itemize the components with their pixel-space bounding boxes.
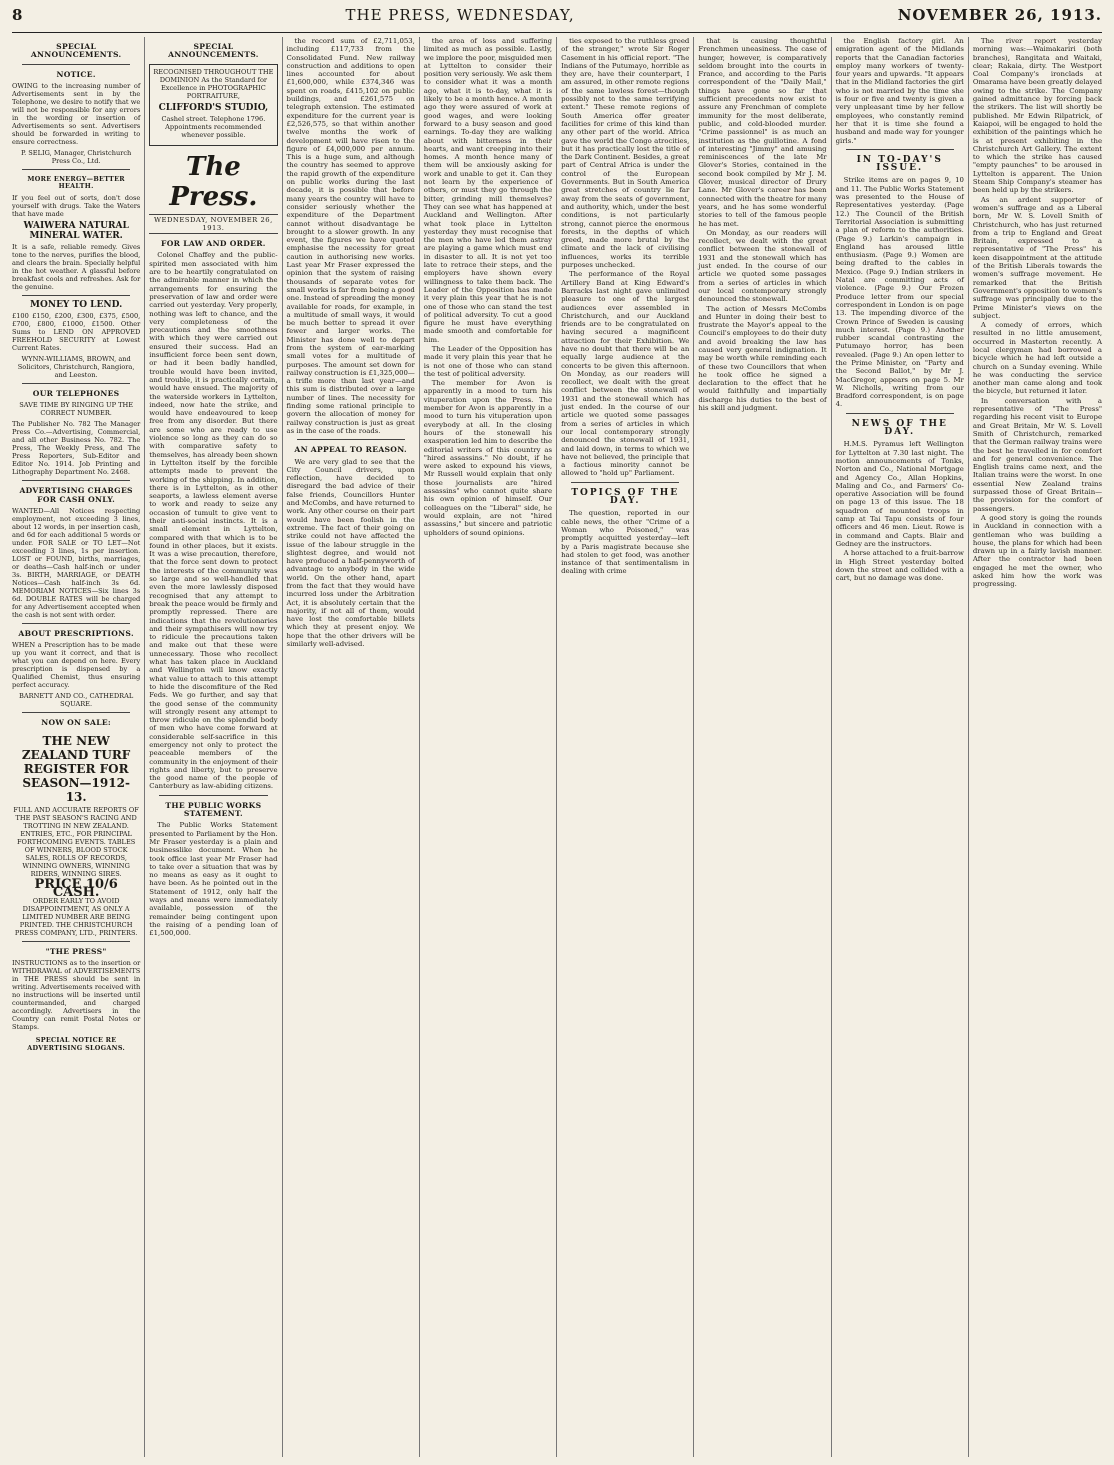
notice-body: OWING to the increasing number of Advertisements sent in by the Telephone, we desire to notify that we will not be responsible for any errors in the wording or insertion of Advertisements so sent. Advertisers should be forwarded in writing to ensure correctness. bbox=[12, 81, 141, 146]
newspaper-flag: The Press. bbox=[169, 151, 258, 212]
divider bbox=[846, 413, 954, 414]
divider bbox=[22, 712, 130, 713]
divider bbox=[22, 383, 130, 384]
divider bbox=[22, 941, 130, 942]
special-notice: SPECIAL NOTICE RE ADVERTISING SLOGANS. bbox=[27, 1036, 126, 1053]
notice-sign: P. SELIG, Manager, Christchurch Press Co., Ltd. bbox=[20, 148, 132, 165]
news-of-the-day-title: NEWS OF THE DAY. bbox=[851, 418, 948, 438]
masthead bbox=[12, 6, 1102, 33]
money-sign: WYNN-WILLIAMS, BROWN, and Solicitors, Christchurch, Rangiora, and Leeston. bbox=[17, 355, 135, 380]
waiwera-title: WAIWERA NATURAL MINERAL WATER. bbox=[23, 221, 129, 242]
appeal-body: We are very glad to see that the City Council drivers, upon reflection, have decided to disregard the bad advice of their false friends, Councillors Hunter and McCombs, and have returned to work. Any other course on their part would have been foolish in the extreme. The fact of their going on strike could not have affected the issue of the labour struggle in the slightest degree, and would not have produced a half-pennyworth of advantage to anybody in the wide world. On the other hand, apart from the fact that they would have incurred loss under the Arbitration Act, it is absolutely certain that the majority, if not all of them, would have lost the comfortable billets which they at present enjoy. We hope that the other drivers will be similarly well-advised. bbox=[286, 457, 415, 649]
clifford-name: CLIFFORD'S STUDIO, bbox=[158, 102, 269, 113]
article-body: A comedy of errors, which resulted in no little amusement, occurred in Masterton recently. A local clergyman had borrowed a bicycle which he had left outside a church on a Sunday evening. While he was conducting the service another man came along and took the bicycle, but returned it later. bbox=[972, 321, 1103, 396]
prescriptions-sign: BARNETT AND CO., CATHEDRAL SQUARE. bbox=[19, 692, 134, 709]
section-heading: SPECIAL ANNOUNCEMENTS. bbox=[168, 42, 259, 60]
article-body: that is causing thoughtful Frenchmen uneasiness. The case of hunger, however, is comparatively seldom brought into the courts in France, and according to the Paris correspondent of the "Daily Mail," things have gone so far that sufficient precedents now exist to assure any Frenchman of complete immunity for the most deliberate, public, and cold-blooded murder. "Crime passionnel" is as much an institution as the guillotine. A fond of interesting "Jimmy" and amusing reminiscences of the late Mr Glover's Stories, contained in the second book compiled by Mr J. M. Glover, musical director of Drury Lane. Mr Glover's career has been connected with the theatre for many years, and he has some wonderful stories to tell of the famous people he has met. bbox=[698, 37, 827, 228]
telephones-title: OUR TELEPHONES bbox=[32, 389, 120, 399]
columns bbox=[8, 37, 1106, 1457]
page-number: 8 bbox=[12, 6, 23, 24]
more-energy-body: If you feel out of sorts, don't dose yourself with drugs. Take the Waters that have made bbox=[12, 194, 141, 219]
divider bbox=[22, 480, 130, 481]
article-body: The action of Messrs McCombs and Hunter in doing their best to frustrate the Mayor's appeal to the Council's employees to do their duty and avoid breaking the law has caused very general indignation. It may be worth while reminding each of these two Councillors that when he took office he signed a declaration to the effect that he would faithfully and impartially discharge his duties to the best of his skill and judgment. bbox=[698, 304, 827, 413]
more-energy-heading: MORE ENERGY—BETTER HEALTH. bbox=[27, 174, 125, 191]
column-4 bbox=[420, 37, 557, 1457]
article-body: The member for Avon is apparently in a mood to turn his vituperation upon the Press. The member for Avon is apparently in a mood to turn his vituperation upon everybody at all. In the closing hours of the stonewall his exasperation led him to describe the editorial writers of this country as "hired assassins." No doubt, if he were asked to expound his views, Mr Russell would explain that only those journalists are "hired assassins" who cannot quite share his own opinion of himself. Our colleagues on the "Liberal" side, he would explain, are not "hired assassins," but sincere and patriotic upholders of sound opinions. bbox=[423, 379, 553, 537]
topics-title: TOPICS OF THE DAY. bbox=[571, 487, 680, 507]
turf-register-title: THE NEW ZEALAND TURF REGISTER FOR SEASON—1912-13. bbox=[21, 733, 131, 804]
clifford-lead: RECOGNISED THROUGHOUT THE DOMINION As the Standard for Excellence in PHOTOGRAPHIC PORTRAITURE, bbox=[153, 67, 274, 100]
article-body: A good story is going the rounds in Auckland in connection with a gentleman who was building a house, the plans for which had been drawn up in a fairly lavish manner. After the contractor had been engaged he met the owner, who asked him how the work was progressing. bbox=[972, 513, 1103, 589]
telephones-sub: SAVE TIME BY RINGING UP THE CORRECT NUMBER. bbox=[19, 401, 134, 418]
article-body: the area of loss and suffering limited as much as possible. Lastly, we implore the poor, misguided men at Lyttelton to consider their position very seriously. We ask them to consider what it was a month ago, what it is to-day, what it is likely to be a month hence. A month ago they were assured of work at good wages, and were looking forward to a busy season and good earnings. To-day they are walking about with bitterness in their hearts, and want creeping into their homes. A month hence many of them will be anxiously asking for work and unable to get it. Can they not learn by the experience of others, or must they go through the bitter, grinding mill themselves? They can see what has happened at Auckland and Wellington. After what took place in Lyttelton yesterday they must recognise that the men who have led them astray are playing a game which must end in disaster to all. It is not yet too late to retrace their steps, and the employers have shown every willingness to take them back. The Leader of the Opposition has made it very plain this year that he is not one of those who can stand the test of political adversity. To cut a good figure he must have everything made smooth and comfortable for him. bbox=[423, 37, 553, 344]
article-body: The Leader of the Opposition has made it very plain this year that he is not one of those who can stand the test of political adversity. bbox=[423, 344, 553, 378]
column-5 bbox=[557, 37, 694, 1457]
column-7 bbox=[832, 37, 969, 1457]
money-body: £100 £150, £200, £300, £375, £500, £700, £800, £1000, £1500. Other Sums to LEND ON APPROVED FREEHOLD SECURITY at Lowest Current Rates. bbox=[12, 312, 141, 353]
article-body: A horse attached to a fruit-barrow in High Street yesterday bolted down the street and collided with a cart, but no damage was done. bbox=[835, 549, 964, 583]
divider bbox=[571, 482, 679, 483]
column-2 bbox=[145, 37, 282, 1457]
divider bbox=[846, 149, 954, 150]
on-sale: NOW ON SALE: bbox=[41, 718, 112, 728]
column-1 bbox=[8, 37, 145, 1457]
notice-title: NOTICE. bbox=[56, 69, 96, 79]
turf-register-price: PRICE 10/6 CASH. bbox=[34, 876, 118, 900]
article-body: The performance of the Royal Artillery Band at King Edward's Barracks last night gave unlimited pleasure to one of the largest audiences ever assembled in Christchurch, and our Auckland friends are to be congratulated on having secured a magnificent attraction for their Exhibition. We have no doubt that there will be an equally large audience at the concerts to be given this afternoon. On Monday, as our readers will recollect, we dealt with the great conflict between the stonewall of 1931 and the stonewall which has just ended. In the course of our article we quoted some passages from a series of articles in which our local contemporary strongly denounced the stonewall of 1931, and laid down, in terms to which we have not believed, the principle that a factious minority cannot be allowed to "hold up" Parliament. bbox=[561, 270, 690, 478]
divider bbox=[22, 623, 130, 624]
topics-body: The question, reported in our cable news, the other "Crime of a Woman who Poisoned," was promptly acquitted yesterday—left by a Paris magistrate because she had stolen to get food, was another instance of that sentimentalism in dealing with crime bbox=[561, 509, 690, 576]
article-body: In conversation with a representative of "The Press" regarding his recent visit to Europe and Great Britain, Mr W. S. Lovell Smith of Christchurch, remarked that the German railway trains were the best he travelled in for comfort and for general convenience. The English trains came next, and the Italian trains were the worst. In one essential New Zealand trains surpassed those of Great Britain—the provision for the comfort of passengers. bbox=[972, 396, 1103, 513]
appeal-title: AN APPEAL TO REASON. bbox=[294, 445, 407, 455]
press-notice-body: INSTRUCTIONS as to the insertion or WITHDRAWAL of ADVERTISEMENTS in THE PRESS should be sent in writing. Advertisements received with no instructions will be inserted until countermanded, and charged accordingly. Advertisers in the Country can remit Postal Notes or Stamps. bbox=[12, 959, 141, 1032]
column-3 bbox=[283, 37, 420, 1457]
leader-body: Colonel Chaffey and the public-spirited men associated with him are to be heartily congratulated on the admirable manner in which the arrangements for ensuring the preservation of law and order were carried out yesterday. Very properly, nothing was left to chance, and the very completeness of the precautions and the smoothness with which they were carried out ensured their success. Had an insufficient force been sent down, or had it been badly handled, trouble would have been invited, and trouble, it is practically certain, would have ensued. The majority of the waterside workers in Lyttelton, indeed, now hate the strike, and would have endeavoured to keep free from any disorder. But there are some who are ready to use violence so long as they can do so with comparative safety to themselves, has already been shown in Lyttelton itself by the forcible attempts made to prevent the working of the shipping. In addition, there is in Lyttelton, as in other seaports, a lawless element averse to work and ready to seize any occasion of tumult to give vent to their anti-social instincts. It is a small element in Lyttelton, compared with that which is to be found in other places, but it exists. It was a wise precaution, therefore, that the force sent down to protect the interests of the community was so large and so well-handled that even the more lawlessly disposed recognised that any attempt to break the peace would be firmly and promptly repressed. There are indications that the revolutionaries and their sympathisers will now try to ridicule the precautions taken and make out that these were unnecessary. Those who recollect what has taken place in Auckland and Wellington will know exactly what value to attach to this attempt to hide the discomfiture of the Red Feds. We go further, and say that the good sense of the community will strongly resent any attempt to throw ridicule on the splendid body of men who have come forward at considerable self-sacrifice in this emergency not only to protect the peaceable members of the community in the enjoyment of their rights and liberty, but to preserve the good name of the people of Canterbury as law-abiding citizens. bbox=[149, 251, 278, 791]
clifford-ad bbox=[149, 64, 277, 146]
divider bbox=[22, 64, 130, 65]
waiwera-body: It is a safe, reliable remedy. Gives tone to the nerves, purifies the blood, and clears the brain. Specially helpful in the hot weather. A glassful before breakfast cools and refreshes. Ask for the genuine. bbox=[12, 243, 141, 292]
adv-charges-title: ADVERTISING CHARGES FOR CASH ONLY. bbox=[19, 486, 133, 504]
todays-issue-title: IN TO-DAY'S ISSUE. bbox=[856, 154, 943, 174]
turf-register-body: FULL AND ACCURATE REPORTS OF THE PAST SEASON'S RACING AND TROTTING IN NEW ZEALAND. ENTRIES, ETC., FOR PRINCIPAL FORTHCOMING EVENTS. TABLES OF WINNERS, BLOOD STOCK SALES, ROLLS OF RECORDS, WINNING OWNERS, WINNING RIDERS, WINNING SIRES. bbox=[13, 805, 139, 878]
masthead-title: THE PRESS, WEDNESDAY, bbox=[345, 6, 575, 24]
column-8 bbox=[969, 37, 1106, 1457]
column-6 bbox=[694, 37, 831, 1457]
money-title: MONEY TO LEND. bbox=[30, 300, 123, 311]
telephones-list: The Publisher No. 782 The Manager Press Co.—Advertising, Commercial, and all other Business No. 782. The Press, The Weekly Press, and The Press Reporters, Sub-Editor and Editor No. 1914. Job Printing and Lithography Department No. 2468. bbox=[12, 420, 141, 477]
divider bbox=[297, 439, 405, 440]
divider bbox=[159, 795, 267, 796]
todays-issue-body: Strike items are on pages 9, 10 and 11. The Public Works Statement was presented to the House of Representatives yesterday. (Page 12.) The Council of the British Territorial Association is submitting a plan of reform to the authorities. (Page 9.) Larkin's campaign in England has aroused little enthusiasm. (Page 9.) Women are being drafted to the cables in Mexico. (Page 9.) Indian strikers in Natal are committing acts of violence. (Page 9.) Our Frozen Produce letter from our special correspondent in London is on page 13. The impending divorce of the Crown Prince of Sweden is causing much interest. (Page 9.) Another rubber scandal contrasting the Putumayo horror, has been revealed. (Page 9.) An open letter to the Prime Minister, on "Party and the Second Ballot," by Mr J. MacGregor, appears on page 5. Mr W. Nicholls, writing from our Bradford correspondent, is on page 4. bbox=[835, 176, 964, 409]
divider bbox=[22, 169, 130, 170]
prescriptions-body: WHEN a Prescription has to be made up you want it correct, and that is what you can depend on here. Every prescription is dispensed by a Qualified Chemist, thus ensuring perfect accuracy. bbox=[12, 641, 141, 690]
article-body: As an ardent supporter of women's suffrage and as a Liberal born, Mr W. S. Lovell Smith of Christchurch, who has just returned from a trip to England and Great Britain, expressed to a representative of "The Press" his keen disappointment at the attitude of the British Liberals towards the women's suffrage movement. He remarked that the British Government's opposition to women's suffrage was principally due to the Prime Minister's views on the subject. bbox=[972, 195, 1103, 320]
leader-title: FOR LAW AND ORDER. bbox=[161, 239, 266, 249]
article-body: ties exposed to the ruthless greed of the stranger," wrote Sir Roger Casement in his official report. "The Indians of the Putumayo, horrible as they are, have their counterpart, I am assured, in other remote regions of the same lawless forest—though possibly not to the same terrifying extent." These remote regions of South America offer greater facilities for crime of this kind than any other part of the world. Africa gave the world the Congo atrocities, but it has practically lost the title of the Dark Continent. Besides, a great part of Central Africa is under the control of the European Governments. But in South America great stretches of country lie far away from the seats of government, and authority, which, under the best conditions, is not particularly strong, cannot pierce the enormous forests, in the depths of which greed, made more brutal by the climate and the lack of civilising influences, works its terrible purposes unchecked. bbox=[561, 37, 690, 270]
divider bbox=[22, 295, 130, 296]
turf-register-footer: ORDER EARLY TO AVOID DISAPPOINTMENT, AS ONLY A LIMITED NUMBER ARE BEING PRINTED. THE CHRISTCHURCH PRESS COMPANY, LTD., PRINTERS. bbox=[14, 897, 138, 938]
clifford-address: Cashel street. Telephone 1796. Appointments recommended whenever possible. bbox=[161, 114, 266, 139]
section-heading: SPECIAL ANNOUNCEMENTS. bbox=[30, 42, 122, 60]
article-body: the English factory girl. An emigration agent of the Midlands reports that the Canadian factories employ many workers of twenty-four years and upwards. "It appears that in the Midland factories the girl who is not married by the time she is four or five and twenty is given a very unpleasant time by her fellow employees, who constantly remind her that it is time she found a husband and made way for younger girls." bbox=[835, 37, 964, 145]
adv-charges-body: WANTED—All Notices respecting employment, not exceeding 3 lines, about 12 words, in per insertion cash, and 6d for each additional 5 words or under. FOR SALE or TO LET—Not exceeding 3 lines, 1s per insertion. LOST or FOUND, births, marriages, or deaths—Cash half-inch or under 3s. BIRTH, MARRIAGE, or DEATH Notices—Cash half-inch 3s 6d. MEMORIAM NOTICES—Six lines 3s 6d. DOUBLE RATES will be charged for any Advertisement accepted when the cash is not sent with order. bbox=[12, 506, 141, 619]
public-works-title: THE PUBLIC WORKS STATEMENT. bbox=[165, 800, 262, 819]
article-body: the record sum of £2,711,053, including £117,733 from the Consolidated Fund. New railway construction and additions to open lines accounted for about £1,600,000, while £374,346 was spent on roads, £415,102 on public buildings, and £261,575 on telegraph extension. The estimated expenditure for the current year is £2,526,575, so that within another twelve months the work of development will have risen to the figure of £4,000,000 per annum. This is a huge sum, and although the country has seemed to approve the rapid growth of the expenditure on public works during the last decade, it is possible that before many years the country will have to consider seriously whether the expenditure of the Department cannot without disadvantage be brought to a slower growth. In any event, the figures we have quoted emphasise the necessity for great caution in authorising new works. Last year Mr Fraser expressed the opinion that the system of raising thousands of separate votes for small works is far from being a good one. Instead of spreading the money available for roads, for example, in a multitude of small ways, it would be much better to spread it over fewer and larger works. The Minister has done well to depart from the system of ear-marking small votes for a multitude of purposes. The amount set down for railway construction is £1,325,000—a trifle more than last year—and this sum is distributed over a large number of lines. The necessity for finding some rational principle to govern the allocation of money for railway construction is just as great as in the case of the roads. bbox=[286, 37, 415, 435]
article-body: The river report yesterday morning was:—Waimakariri (both branches), Rangitata and Waitaki, clear; Rakaia, dirty. The Westport Coal Company's ironclads at Omarama have been greatly delayed owing to the strike. The Company gained admittance by forcing back the strikers. The list will shortly be published. Mr Edwin Rilpatrick, of Kaiapoi, will be engaged to hold the exhibition of the paintings which he is at present exhibiting in the Christchurch Art Gallery. The extent to which the strike has caused "empty paunches" to be aroused in Lyttelton is apparent. The Union Steam Ship Company's steamer has been held up by the strikers. bbox=[972, 37, 1103, 195]
public-works-body: The Public Works Statement presented to Parliament by the Hon. Mr Fraser yesterday is a plain and businesslike document. When he took office last year Mr Fraser had to take over a situation that was by no means as easy as it ought to have been. As he pointed out in the Statement of 1912, only half the ways and means were immediately available, possession of the remainder being contingent upon the raising of a pending loan of £1,500,000. bbox=[149, 821, 278, 938]
press-notice-title: "THE PRESS" bbox=[45, 947, 107, 957]
masthead-date: NOVEMBER 26, 1913. bbox=[897, 6, 1102, 24]
prescriptions-title: ABOUT PRESCRIPTIONS. bbox=[18, 628, 134, 638]
news-of-the-day-body: H.M.S. Pyramus left Wellington for Lyttelton at 7.30 last night. The motion announcements of Tonks, Norton and Co., National Mortgage and Agency Co., Allan Hopkins, Maling and Co., and Farmers' Co-operative Association will be found on page 13 of this issue. The 18 squadron of mounted troops in camp at Tai Tapu consists of four officers and 46 men. Lieut. Rowe is in command and Capts. Blair and Gedney are the instructors. bbox=[835, 440, 964, 548]
dateline: WEDNESDAY, NOVEMBER 26, 1913. bbox=[149, 214, 277, 235]
article-body: On Monday, as our readers will recollect, we dealt with the great conflict between the stonewall of 1931 and the stonewall which has just ended. In the course of our article we quoted some passages from a series of articles in which our local contemporary strongly denounced the stonewall. bbox=[698, 228, 827, 304]
